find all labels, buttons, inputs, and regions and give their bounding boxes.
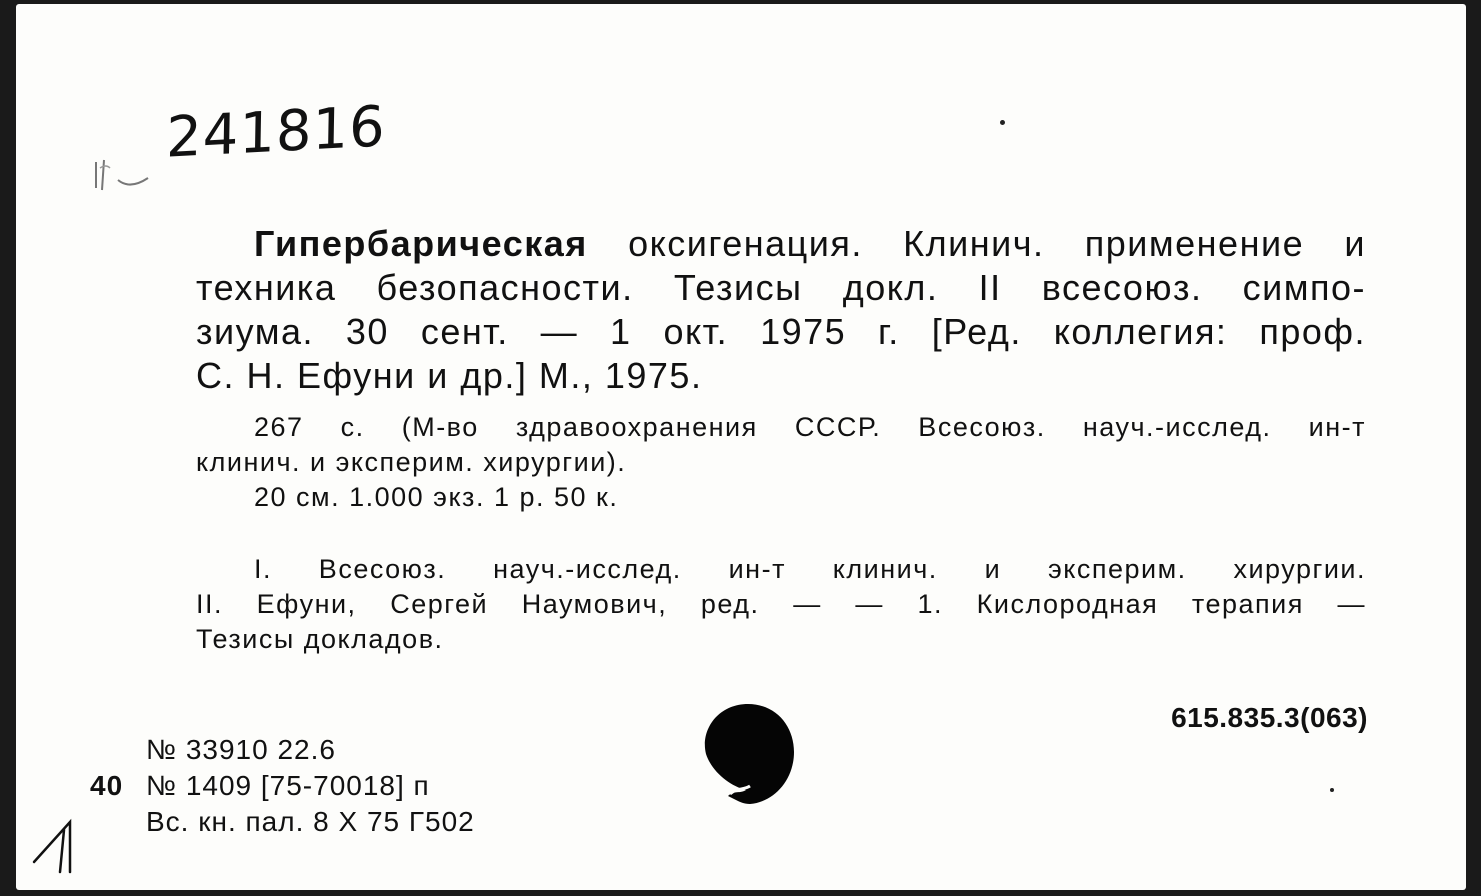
imprint-paragraph — [196, 410, 1366, 515]
tracing-line-1: I. Всесоюз. науч.-исслед. ин-т клинич. и эксперим. хирургии. — [254, 554, 1366, 584]
imprint-line-1: 267 с. (М-во здравоохранения СССР. Всесоюз. науч.-исслед. ин-т — [254, 412, 1366, 442]
handwritten-stamp-number: 241816 — [165, 94, 387, 171]
print-info-line-2: 40 № 1409 [75-70018] п — [90, 768, 475, 804]
ink-speck — [1000, 120, 1005, 125]
title-paragraph — [196, 222, 1366, 398]
udc-classification: 615.835.3(063) — [1171, 702, 1368, 733]
ink-smudge-icon — [90, 154, 160, 198]
catalog-card — [16, 4, 1466, 890]
imprint-line-2: клинич. и эксперим. хирургии). — [196, 447, 627, 477]
ink-speck — [1330, 788, 1334, 792]
tracing-line-2: II. Ефуни, Сергей Наумович, ред. — — 1. Кислородная терапия — — [196, 589, 1366, 619]
imprint-line-3: 20 см. 1.000 экз. 1 р. 50 к. — [254, 482, 619, 512]
title-line-1: Гипербарическая оксигенация. Клинич. применение и — [254, 223, 1366, 264]
tracing-line-3: Тезисы докладов. — [196, 624, 444, 654]
handwritten-corner-mark — [30, 812, 90, 876]
print-info-prefix: 40 — [90, 770, 124, 801]
tracing-paragraph — [196, 552, 1366, 657]
punch-hole-icon — [700, 700, 796, 808]
title-lead-word: Гипербарическая — [254, 223, 588, 264]
title-line-2: техника безопасности. Тезисы докл. II всесоюз. симпо- — [196, 267, 1366, 308]
print-info-line-3: Вс. кн. пал. 8 Х 75 Г502 — [146, 806, 475, 837]
title-line-3: зиума. 30 сент. — 1 окт. 1975 г. [Ред. коллегия: проф. — [196, 311, 1366, 352]
print-info-block — [90, 732, 475, 840]
print-info-line-1: № 33910 22.6 — [146, 734, 336, 765]
title-line-4: С. Н. Ефуни и др.] М., 1975. — [196, 355, 703, 396]
